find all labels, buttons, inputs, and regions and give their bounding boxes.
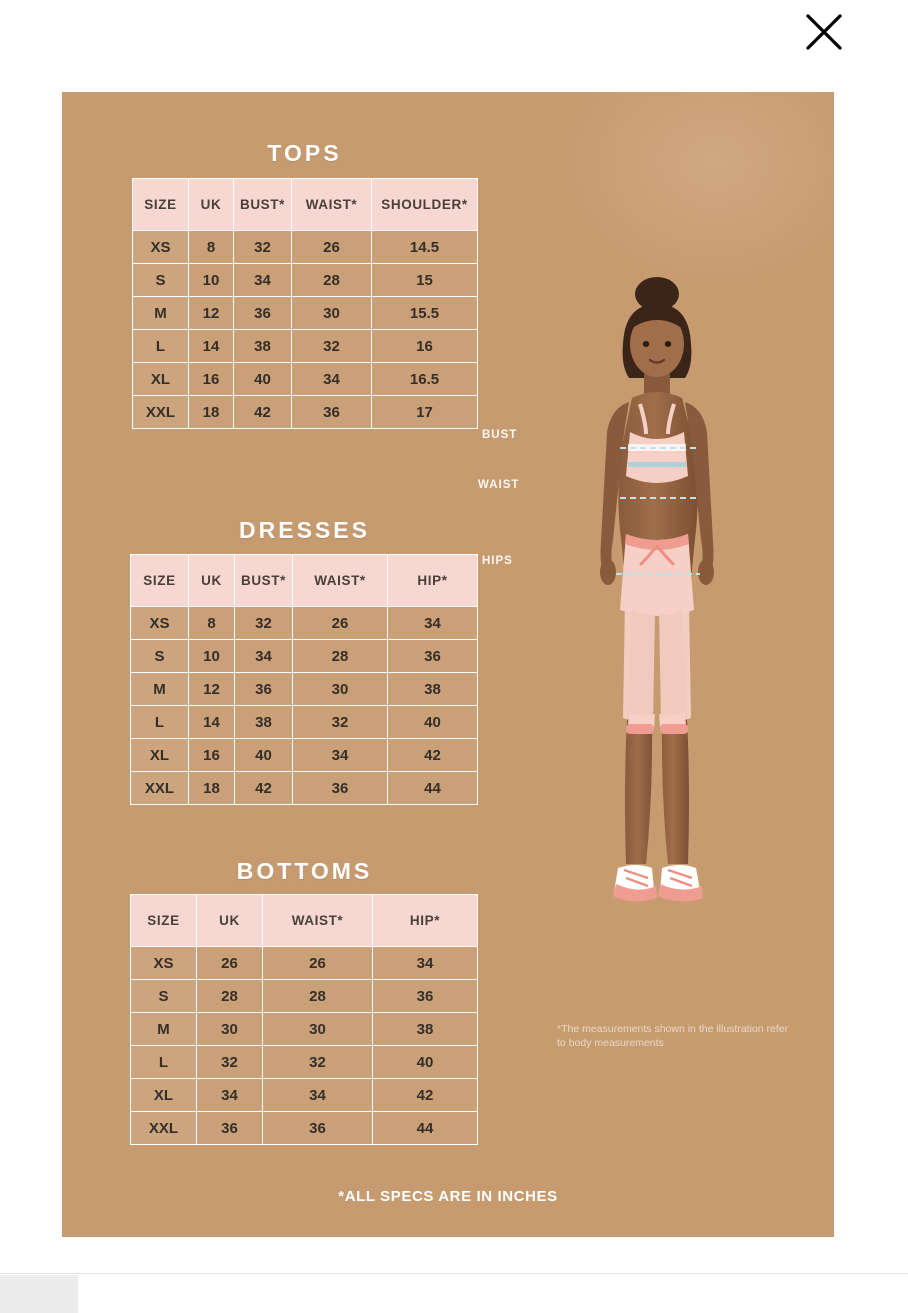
cell-waist: 26 [292,231,372,264]
col-uk: UK [197,895,263,947]
cell-size: XXL [133,396,189,429]
table-row [133,396,478,429]
cell-bust: 36 [235,673,293,706]
col-size: SIZE [133,179,189,231]
cell-shoulder: 16 [372,330,478,363]
table-row [131,980,478,1013]
label-hips: HIPS [482,555,513,567]
table-row [131,1112,478,1145]
table-row [133,264,478,297]
cell-hip: 36 [373,980,478,1013]
bottom-left-block [0,1275,78,1313]
cell-shoulder: 15 [372,264,478,297]
cell-hip: 40 [388,706,478,739]
table-row [131,772,478,805]
cell-waist: 32 [293,706,388,739]
cell-bust: 38 [234,330,292,363]
label-bust: BUST [482,429,518,441]
table-header-row [133,179,478,231]
table-row [131,607,478,640]
cell-bust: 34 [235,640,293,673]
table-row [131,947,478,980]
cell-hip: 38 [373,1013,478,1046]
cell-bust: 38 [235,706,293,739]
cell-bust: 32 [234,231,292,264]
cell-waist: 28 [293,640,388,673]
cell-uk: 12 [189,673,235,706]
cell-size: L [131,706,189,739]
cell-hip: 34 [388,607,478,640]
cell-size: L [131,1046,197,1079]
body-illustration [478,272,822,1072]
cell-size: S [131,640,189,673]
table-row [131,1046,478,1079]
label-waist: WAIST [478,479,520,491]
cell-uk: 16 [189,739,235,772]
cell-uk: 30 [197,1013,263,1046]
cell-hip: 36 [388,640,478,673]
page-bottom-strip [0,1273,908,1313]
cell-size: XL [131,1079,197,1112]
cell-size: XL [133,363,189,396]
cell-uk: 16 [189,363,234,396]
cell-size: XXL [131,772,189,805]
size-table-dresses [130,554,478,805]
cell-hip: 38 [388,673,478,706]
size-table-bottoms [130,894,478,1145]
col-waist: WAIST* [293,555,388,607]
cell-waist: 36 [263,1112,373,1145]
cell-waist: 32 [292,330,372,363]
table-row [133,231,478,264]
illustration-note: *The measurements shown in the illustration refer to body measurements [557,1023,789,1050]
cell-hip: 42 [388,739,478,772]
section-title-dresses: DRESSES [239,517,370,543]
cell-shoulder: 16.5 [372,363,478,396]
cell-uk: 8 [189,231,234,264]
cell-size: S [133,264,189,297]
section-title-bottoms: BOTTOMS [236,858,373,884]
cell-waist: 34 [293,739,388,772]
cell-uk: 18 [189,772,235,805]
cell-uk: 18 [189,396,234,429]
cell-size: S [131,980,197,1013]
table-row [131,706,478,739]
cell-shoulder: 14.5 [372,231,478,264]
col-waist: WAIST* [292,179,372,231]
col-hip: HIP* [373,895,478,947]
cell-uk: 34 [197,1079,263,1112]
col-size: SIZE [131,555,189,607]
cell-waist: 36 [292,396,372,429]
cell-waist: 26 [263,947,373,980]
cell-bust: 40 [235,739,293,772]
cell-waist: 26 [293,607,388,640]
table-row [133,330,478,363]
col-uk: UK [189,179,234,231]
cell-waist: 34 [292,363,372,396]
cell-hip: 44 [388,772,478,805]
table-header-row [131,895,478,947]
cell-size: XXL [131,1112,197,1145]
table-row [133,363,478,396]
table-row [131,739,478,772]
cell-waist: 30 [293,673,388,706]
cell-waist: 34 [263,1079,373,1112]
cell-size: XS [133,231,189,264]
table-row [131,1013,478,1046]
table-row [133,297,478,330]
col-size: SIZE [131,895,197,947]
cell-bust: 36 [234,297,292,330]
table-row [131,640,478,673]
cell-hip: 44 [373,1112,478,1145]
col-uk: UK [189,555,235,607]
cell-waist: 32 [263,1046,373,1079]
cell-bust: 42 [235,772,293,805]
size-table-tops [132,178,478,429]
cell-waist: 28 [292,264,372,297]
cell-size: L [133,330,189,363]
size-chart-panel [62,92,834,1237]
cell-uk: 28 [197,980,263,1013]
col-bust: BUST* [235,555,293,607]
table-row [131,1079,478,1112]
cell-waist: 30 [292,297,372,330]
table-row [131,673,478,706]
col-hip: HIP* [388,555,478,607]
cell-uk: 10 [189,264,234,297]
cell-bust: 42 [234,396,292,429]
cell-shoulder: 15.5 [372,297,478,330]
cell-uk: 14 [189,330,234,363]
cell-bust: 34 [234,264,292,297]
footer-note: *ALL SPECS ARE IN INCHES [338,1188,558,1205]
cell-bust: 32 [235,607,293,640]
cell-size: XL [131,739,189,772]
cell-size: M [133,297,189,330]
cell-hip: 40 [373,1046,478,1079]
cell-bust: 40 [234,363,292,396]
col-waist: WAIST* [263,895,373,947]
cell-size: M [131,1013,197,1046]
cell-size: XS [131,947,197,980]
cell-uk: 8 [189,607,235,640]
panel-glow [554,92,834,292]
cell-waist: 30 [263,1013,373,1046]
cell-uk: 26 [197,947,263,980]
close-icon[interactable] [798,6,850,58]
cell-size: XS [131,607,189,640]
section-title-tops: TOPS [267,140,342,166]
cell-uk: 14 [189,706,235,739]
cell-uk: 36 [197,1112,263,1145]
cell-uk: 12 [189,297,234,330]
cell-hip: 42 [373,1079,478,1112]
cell-uk: 32 [197,1046,263,1079]
cell-waist: 36 [293,772,388,805]
cell-size: M [131,673,189,706]
cell-shoulder: 17 [372,396,478,429]
col-bust: BUST* [234,179,292,231]
cell-waist: 28 [263,980,373,1013]
cell-uk: 10 [189,640,235,673]
col-shoulder: SHOULDER* [372,179,478,231]
cell-hip: 34 [373,947,478,980]
table-header-row [131,555,478,607]
